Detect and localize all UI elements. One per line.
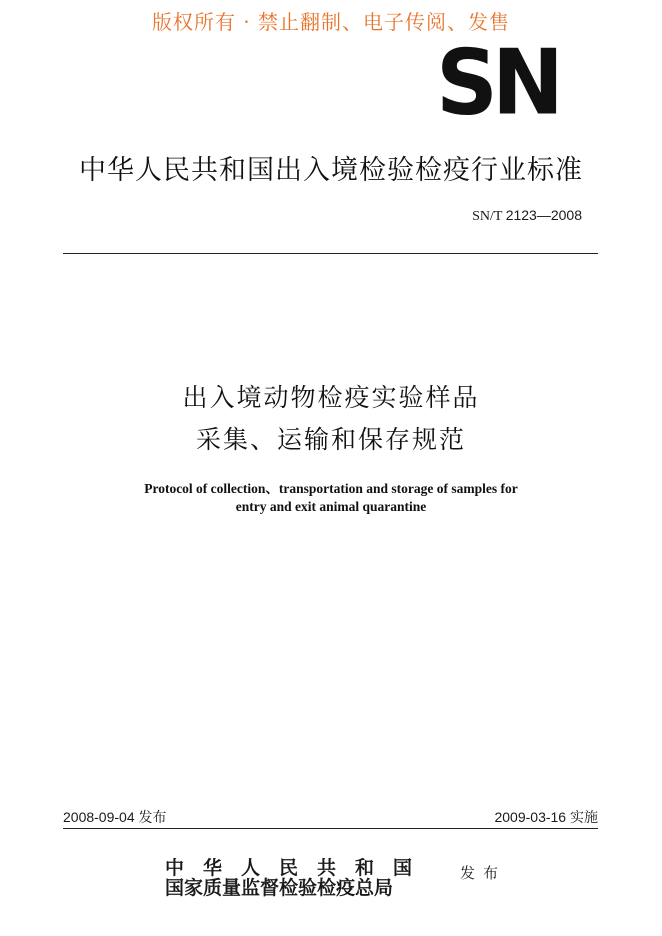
standard-prefix: SN/T [472, 209, 503, 224]
sn-logo: SN [436, 30, 558, 136]
bottom-divider [63, 828, 598, 829]
title-en-line2: entry and exit animal quarantine [235, 499, 427, 514]
organization-title: 中华人民共和国出入境检验检疫行业标准 [79, 155, 583, 186]
publisher-line1: 中华人民共和国 [165, 857, 432, 879]
title-en-line1: Protocol of collection、transportation and storage of samples for [144, 481, 518, 496]
standard-number: 2123—2008 [505, 207, 582, 223]
copyright-notice: 版权所有 · 禁止翻制、电子传阅、发售 [151, 10, 511, 34]
issue-date: 2008-09-04 发布 [63, 809, 167, 825]
title-cn-line2: 采集、运输和保存规范 [195, 425, 466, 454]
publish-label: 发布 [460, 864, 507, 882]
title-cn-line1: 出入境动物检疫实验样品 [182, 383, 480, 412]
top-divider [63, 253, 598, 254]
publisher-line2: 国家质量监督检验检疫总局 [165, 877, 394, 899]
effective-date: 2009-03-16 实施 [494, 809, 598, 825]
standard-code [472, 207, 582, 225]
